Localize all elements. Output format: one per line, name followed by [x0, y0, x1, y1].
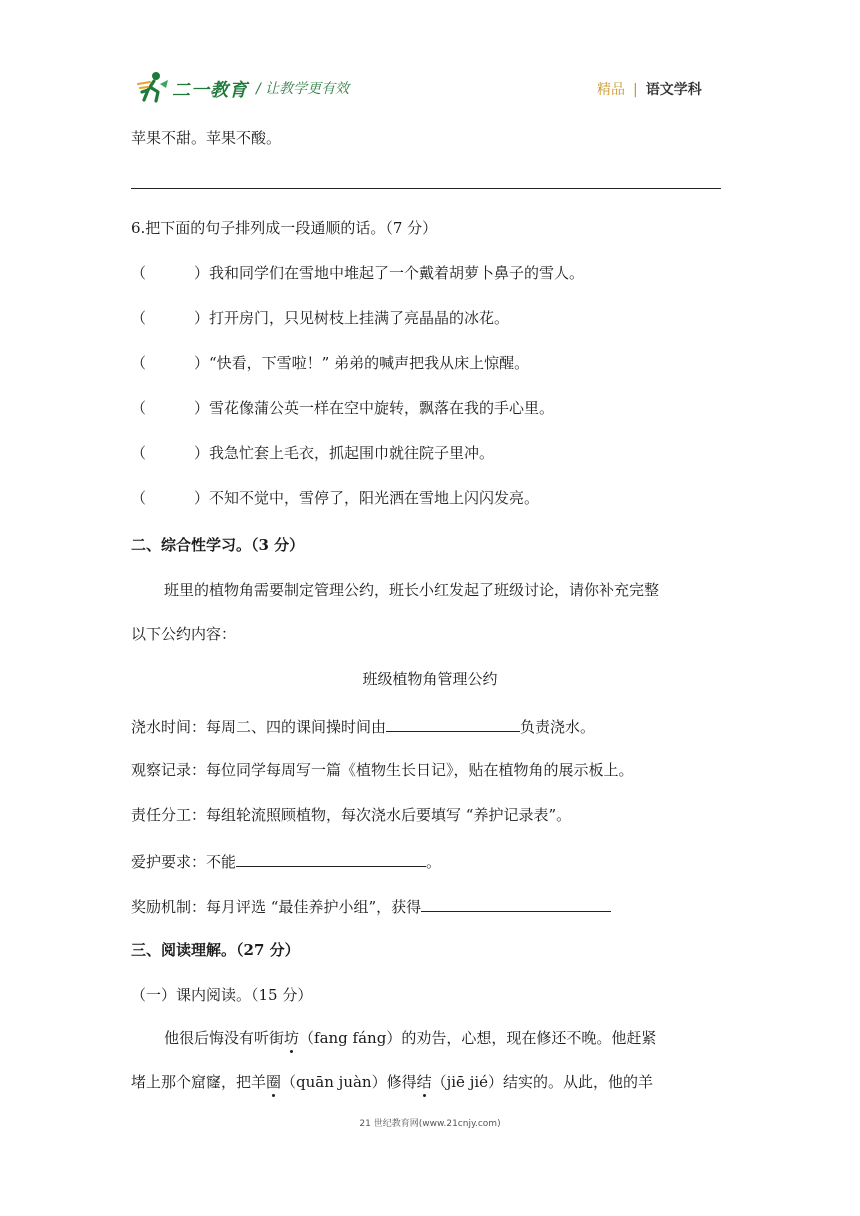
open-paren: （ — [131, 399, 147, 417]
para-text: （quān juàn）修得 — [281, 1073, 417, 1091]
para-text: 堵上那个窟窿，把羊 — [131, 1073, 267, 1091]
page-footer: 21 世纪教育网(www.21cnjy.com) — [359, 1119, 501, 1129]
runner-logo-icon — [136, 70, 170, 104]
q6-title: 6.把下面的句子排列成一段通顺的话。（7 分） — [131, 219, 438, 237]
fill-blank[interactable] — [386, 715, 520, 732]
q6-item — [131, 263, 584, 283]
fill-blank[interactable] — [421, 895, 611, 912]
section3-sub-title: （一）课内阅读。（15 分） — [131, 986, 313, 1004]
section2-title: 二、综合性学习。（3 分） — [131, 536, 305, 554]
rule-text: 。 — [426, 853, 442, 871]
q6-item-text: ）雪花像蒲公英一样在空中旋转，飘落在我的手心里。 — [194, 399, 555, 417]
rule-observation: 观察记录：每位同学每周写一篇《植物生长日记》，贴在植物角的展示板上。 — [131, 761, 634, 779]
section3-title: 三、阅读理解。（27 分） — [131, 941, 300, 959]
open-paren: （ — [131, 444, 147, 462]
open-paren: （ — [131, 489, 147, 507]
open-paren: （ — [131, 309, 147, 327]
charter-title: 班级植物角管理公约 — [362, 670, 498, 688]
dotted-char: 结 — [416, 1073, 432, 1091]
dotted-char: 坊 — [284, 1029, 300, 1047]
subject-label: 语文学科 — [645, 82, 702, 98]
rule-text: 爱护要求：不能 — [131, 853, 237, 871]
header-separator: | — [633, 82, 638, 98]
brand-logo — [136, 70, 248, 104]
dotted-char: 圈 — [266, 1073, 282, 1091]
q6-item-text: ）我和同学们在雪地中堆起了一个戴着胡萝卜鼻子的雪人。 — [194, 264, 585, 282]
para-text: 他很后悔没有听街 — [164, 1029, 285, 1047]
q6-item — [131, 308, 509, 328]
para-text: （jiē jié）结实的。从此，他的羊 — [431, 1073, 654, 1091]
q6-item-text: ）“快看，下雪啦！” 弟弟的喊声把我从床上惊醒。 — [194, 354, 530, 372]
fill-blank[interactable] — [236, 850, 426, 867]
rule-watering — [131, 715, 595, 737]
section2-intro: 班里的植物角需要制定管理公约，班长小红发起了班级讨论，请你补充完整 — [164, 581, 660, 599]
rule-text: 浇水时间：每周二、四的课间操时间由 — [131, 718, 387, 736]
logo-text: 二一教育 — [172, 80, 248, 101]
open-paren: （ — [131, 264, 147, 282]
q6-item — [131, 443, 494, 463]
q6-item — [131, 488, 539, 508]
rule-reward — [131, 895, 611, 917]
rule-text: 负责浇水。 — [520, 718, 596, 736]
rule-care — [131, 850, 441, 872]
open-paren: （ — [131, 354, 147, 372]
q6-item — [131, 353, 529, 373]
reading-paragraph — [164, 1028, 656, 1048]
q6-item — [131, 398, 554, 418]
section2-intro-cont: 以下公约内容： — [131, 625, 237, 643]
page-header — [0, 0, 860, 120]
reading-paragraph-cont — [131, 1072, 653, 1092]
quality-badge: 精品 — [597, 82, 625, 98]
q6-item-text: ）打开房门，只见树枝上挂满了亮晶晶的冰花。 — [194, 309, 510, 327]
q5-sentence: 苹果不甜。苹果不酸。 — [131, 129, 282, 147]
header-right — [597, 79, 702, 99]
answer-line — [131, 188, 721, 189]
header-slogan: / 让教学更有效 — [256, 81, 350, 97]
rule-duty: 责任分工：每组轮流照顾植物，每次浇水后要填写 “养护记录表”。 — [131, 806, 572, 824]
q6-item-text: ）我急忙套上毛衣，抓起围巾就往院子里冲。 — [194, 444, 495, 462]
q6-item-text: ）不知不觉中，雪停了，阳光洒在雪地上闪闪发亮。 — [194, 489, 540, 507]
para-text: （fang fáng）的劝告，心想，现在修还不晚。他赶紧 — [299, 1029, 657, 1047]
rule-text: 奖励机制：每月评选 “最佳养护小组”，获得 — [131, 898, 422, 916]
